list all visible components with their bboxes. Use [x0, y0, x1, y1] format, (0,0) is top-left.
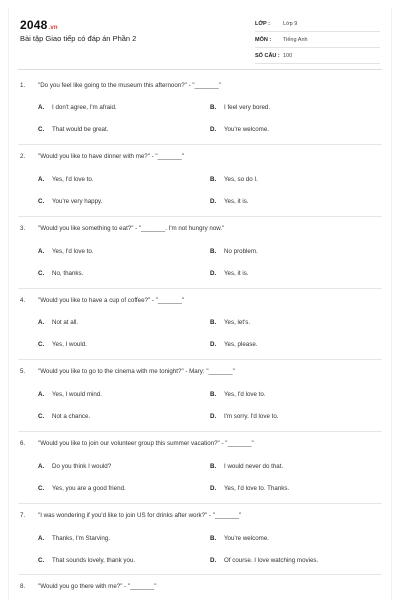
option-7d[interactable]: D. Of course. I love watching movies. — [210, 557, 319, 564]
option-1b[interactable]: B. I feel very bored. — [210, 104, 271, 111]
meta-key: MÔN : — [255, 36, 272, 43]
question-divider — [18, 359, 382, 360]
meta-table — [255, 16, 380, 64]
option-6b[interactable]: B. I would never do that. — [210, 463, 284, 470]
page-border-left — [8, 8, 9, 600]
question-divider — [18, 216, 382, 217]
question-8: 8. "Would you go there with me?" - "_______" — [20, 583, 157, 590]
option-6a[interactable]: A. Do you think I would? — [38, 463, 112, 470]
meta-row-count — [255, 48, 380, 64]
question-divider — [18, 288, 382, 289]
meta-key: LỚP : — [255, 20, 270, 27]
meta-row-subject — [255, 32, 380, 48]
option-2c[interactable]: C. You're very happy. — [38, 198, 103, 205]
header-divider — [18, 69, 382, 70]
page-border-right — [391, 8, 392, 600]
question-4: 4. "Would you like to have a cup of coffee?" - "_______" — [20, 297, 185, 304]
question-divider — [18, 574, 382, 575]
meta-value: Lớp 9 — [283, 20, 298, 27]
question-divider — [18, 503, 382, 504]
meta-row-class — [255, 16, 380, 32]
site-logo[interactable]: 2048.vn — [20, 18, 58, 32]
question-divider — [18, 431, 382, 432]
question-1: 1. "Do you feel like going to the museum this afternoon?" - "_______" — [20, 82, 221, 89]
option-3b[interactable]: B. No problem. — [210, 248, 258, 255]
question-divider — [18, 144, 382, 145]
option-2a[interactable]: A. Yes, I'd love to. — [38, 176, 94, 183]
question-5: 5. "Would you like to go to the cinema with me tonight?" - Mary: "_______" — [20, 368, 235, 375]
option-1d[interactable]: D. You're welcome. — [210, 126, 269, 133]
question-7: 7. "I was wondering if you'd like to join US for drinks after work?" - "_______" — [20, 512, 242, 519]
option-5c[interactable]: C. Not a chance. — [38, 413, 91, 420]
option-3d[interactable]: D. Yes, it is. — [210, 270, 249, 277]
page-title: Bài tập Giao tiếp có đáp án Phần 2 — [20, 34, 137, 43]
meta-value: 100 — [283, 52, 293, 59]
option-5d[interactable]: D. I'm sorry. I'd love to. — [210, 413, 279, 420]
question-6: 6. "Would you like to join our volunteer group this summer vacation?" - "_______" — [20, 440, 254, 447]
option-5b[interactable]: B. Yes, I'd love to. — [210, 391, 266, 398]
option-3c[interactable]: C. No, thanks. — [38, 270, 84, 277]
option-4c[interactable]: C. Yes, I would. — [38, 341, 87, 348]
option-3a[interactable]: A. Yes, I'd love to. — [38, 248, 94, 255]
meta-key: SỐ CÂU : — [255, 52, 280, 59]
option-7c[interactable]: C. That sounds lovely, thank you. — [38, 557, 136, 564]
option-1a[interactable]: A. I don't agree, I'm afraid. — [38, 104, 117, 111]
option-6c[interactable]: C. Yes, you are a good friend. — [38, 485, 126, 492]
option-7b[interactable]: B. You're welcome. — [210, 535, 269, 542]
option-4d[interactable]: D. Yes, please. — [210, 341, 258, 348]
option-2b[interactable]: B. Yes, so do I. — [210, 176, 258, 183]
option-5a[interactable]: A. Yes, I would mind. — [38, 391, 102, 398]
option-1c[interactable]: C. That would be great. — [38, 126, 109, 133]
option-7a[interactable]: A. Thanks, I'm Starving. — [38, 535, 110, 542]
option-4b[interactable]: B. Yes, let's. — [210, 319, 251, 326]
option-2d[interactable]: D. Yes, it is. — [210, 198, 249, 205]
meta-value: Tiếng Anh — [283, 36, 308, 43]
option-6d[interactable]: D. Yes, I'd love to. Thanks. — [210, 485, 290, 492]
question-2: 2. "Would you like to have dinner with me?" - "_______" — [20, 153, 184, 160]
question-3: 3. "Would you like something to eat?" - "_______. I'm not hungry now." — [20, 225, 225, 232]
option-4a[interactable]: A. Not at all. — [38, 319, 79, 326]
